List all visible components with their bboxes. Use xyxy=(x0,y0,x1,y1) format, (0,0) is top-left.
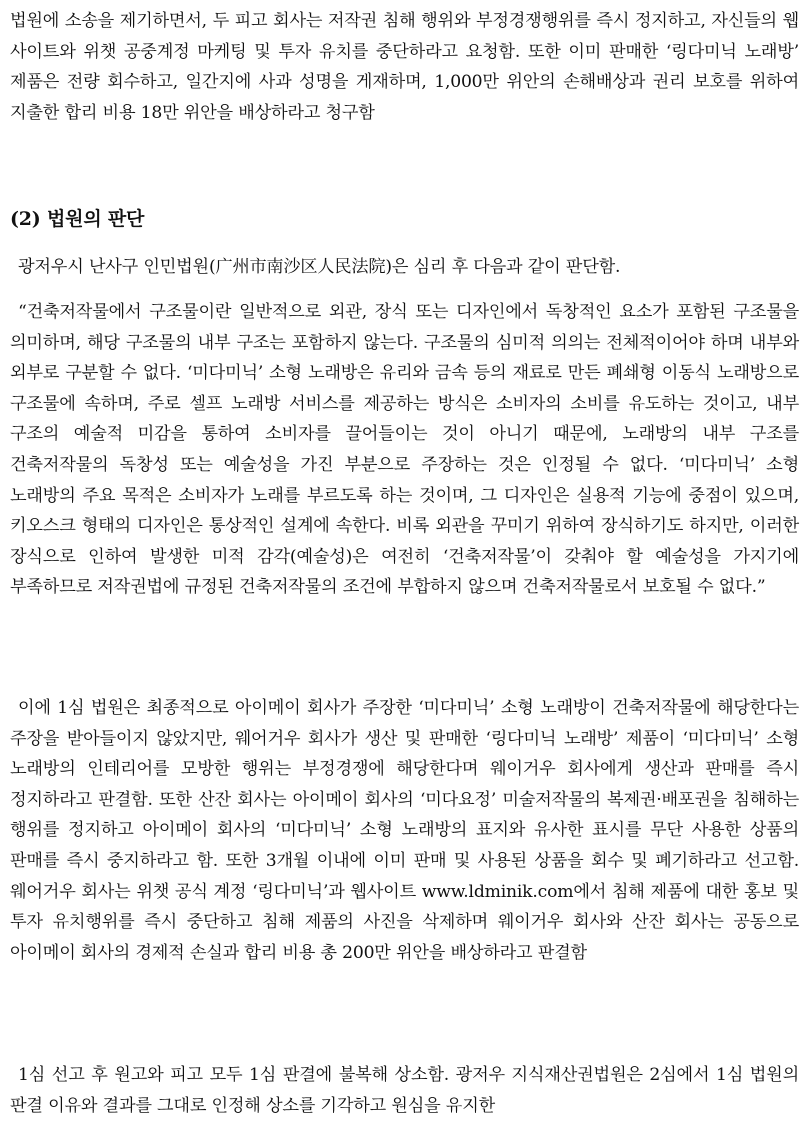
paragraph-claims: 법원에 소송을 제기하면서, 두 피고 회사는 저작권 침해 행위와 부정경쟁행위를 즉시 정지하고, 자신들의 웹 사이트와 위챗 공중계정 마케팅 및 투자 유치를 중단하라고 요청함. 또한 이미 판매한 ‘링다미닉 노래방’ 제품은 전량 회수하고, 일간지에 사과 성명을 게재하며, 1,000만 위안의 손해배상과 권리 보호를 위하여 지출한 합리 비용 18만 위안을 배상하라고 청구함 xyxy=(10,11,799,123)
paragraph-court-intro: 광저우시 난사구 인민법원(广州市南沙区人民法院)은 심리 후 다음과 같이 판단함. xyxy=(18,257,621,277)
paragraph-first-instance-ruling: 이에 1심 법원은 최종적으로 아이메이 회사가 주장한 ‘미다미닉’ 소형 노래방이 건축저작물에 해당한다는 주장을 받아들이지 않았지만, 웨어거우 회사가 생산 및 판매한 ‘링다미닉 노래방’ 제품이 ‘미다미닉’ 소형 노래방의 인테리어를 모방한 행위는 부정경쟁에 해당한다며 웨이거우 회사에게 생산과 판매를 즉시 정지하라고 판결함. 또한 산잔 회사는 아이메이 회사의 ‘미다요정’ 미술저작물의 복제권·배포권을 침해하는 행위를 정지하고 아이메이 회사의 ‘미다미닉’ 소형 노래방의 표지와 유사한 표시를 무단 사용한 상품의 판매를 즉시 중지하라고 함. 또한 3개월 이내에 이미 판매 및 사용된 상품을 회수 및 폐기하라고 선고함. 웨어거우 회사는 위챗 공식 계정 ‘링다미닉’과 웹사이트 www.ldminik.com에서 침해 제품에 대한 홍보 및 투자 유치행위를 즉시 중단하고 침해 제품의 사진을 삭제하며 웨이거우 회사와 산잔 회사는 공동으로 아이메이 회사의 경제적 손실과 합리 비용 총 200만 위안을 배상하라고 판결함 xyxy=(10,698,799,963)
paragraph-appeal: 1심 선고 후 원고와 피고 모두 1심 판결에 불복해 상소함. 광저우 지식재산권법원은 2심에서 1심 법원의 판결 이유와 결과를 그대로 인정해 상소를 기각하고 원심을 유지한 xyxy=(10,1065,799,1116)
paragraph-court-quote: “건축저작물에서 구조물이란 일반적으로 외관, 장식 또는 디자인에서 독창적인 요소가 포함된 구조물을 의미하며, 해당 구조물의 내부 구조는 포함하지 않는다. 구조물의 심미적 의의는 전체적이어야 하며 내부와 외부로 구분할 수 없다. ‘미다미닉’ 소형 노래방은 유리와 금속 등의 재료로 만든 폐쇄형 이동식 노래방으로 구조물에 속하며, 주로 셀프 노래방 서비스를 제공하는 방식은 소비자의 소비를 유도하는 것이고, 내부 구조의 예술적 미감을 통하여 소비자를 끌어들이는 것이 아니기 때문에, 노래방의 내부 구조를 건축저작물의 독창성 또는 예술성을 가진 부분으로 주장하는 것은 인정될 수 없다. ‘미다미닉’ 소형 노래방의 주요 목적은 소비자가 노래를 부르도록 하는 것이며, 그 디자인은 실용적 기능에 중점이 있으며, 키오스크 형태의 디자인은 통상적인 설계에 속한다. 비록 외관을 꾸미기 위하여 장식하기도 하지만, 이러한 장식으로 인하여 발생한 미적 감각(예술성)은 여전히 ‘건축저작물’이 갖춰야 할 예술성을 가지기에 부족하므로 저작권법에 규정된 건축저작물의 조건에 부합하지 않으며 건축저작물로서 보호될 수 없다.” xyxy=(10,302,799,598)
section-heading: (2) 법원의 판단 xyxy=(10,208,145,230)
